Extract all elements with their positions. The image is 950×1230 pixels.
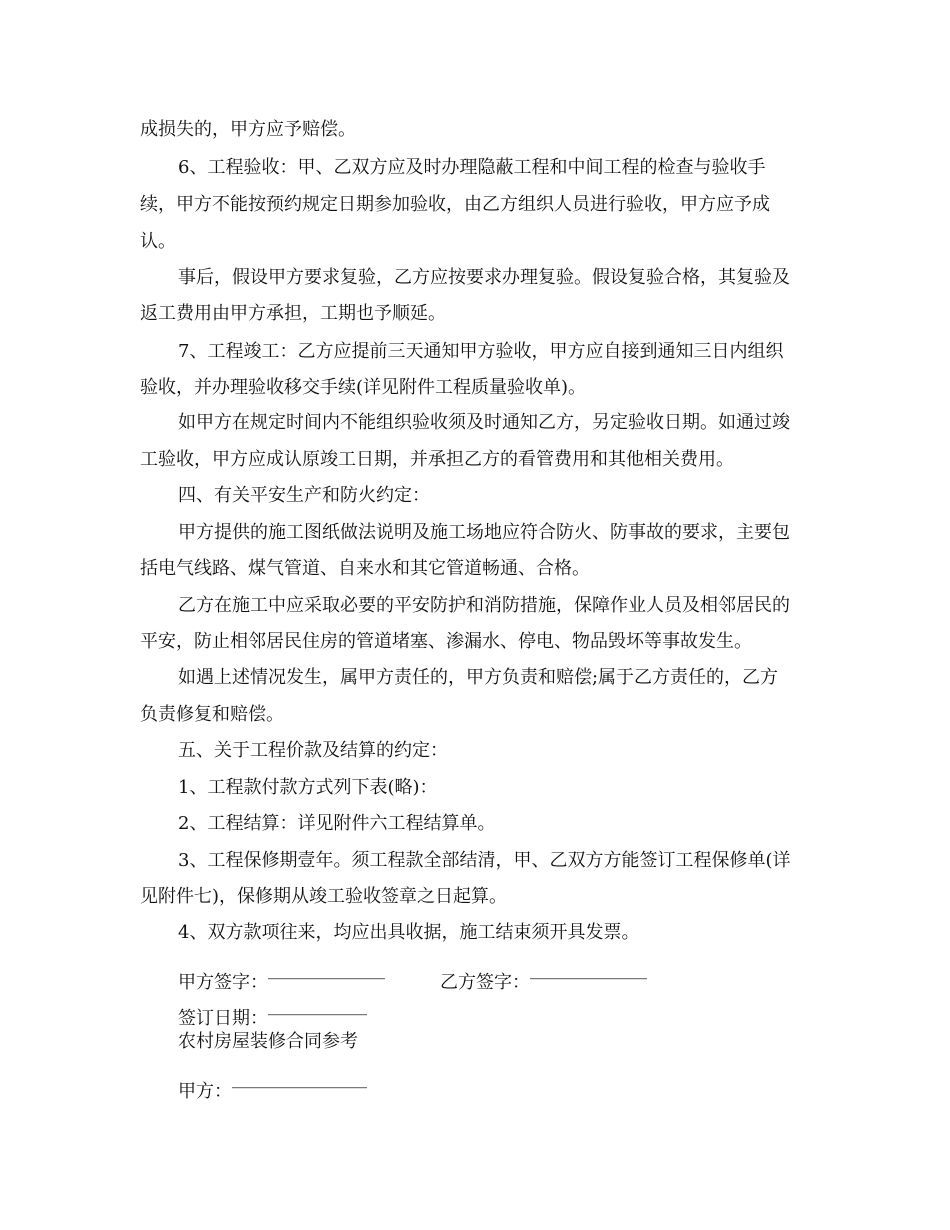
paragraph-line: 7、工程竣工：乙方应提前三天通知甲方验收，甲方应自接到通知三日内组织 [178, 341, 784, 362]
date-row [178, 988, 858, 1029]
paragraph-line: 4、双方款项往来，均应出具收据，施工结束须开具发票。 [178, 922, 640, 943]
paragraph-line: 成损失的，甲方应予赔偿。 [140, 119, 356, 140]
party-b-signature-blank: _____________ [530, 959, 647, 980]
reference-title: 农村房屋装修合同参考 [178, 1031, 358, 1052]
paragraph-line: 续，甲方不能按预约规定日期参加验收，由乙方组织人员进行验收，甲方应予成 [140, 194, 770, 215]
paragraph-line: 甲方提供的施工图纸做法说明及施工场地应符合防火、防事故的要求，主要包 [178, 522, 790, 543]
paragraph-line: 认。 [140, 231, 176, 252]
sign-date-blank: ___________ [268, 995, 367, 1016]
signature-row [178, 952, 858, 993]
paragraph-line: 工验收，甲方应成认原竣工日期，并承担乙方的看管费用和其他相关费用。 [140, 449, 734, 470]
party-b-signature-label: 乙方签字： [440, 972, 530, 993]
paragraph-line: 见附件七)，保修期从竣工验收签章之日起算。 [140, 886, 508, 907]
paragraph-line: 6、工程验收：甲、乙双方应及时办理隐蔽工程和中间工程的检查与验收手 [178, 157, 766, 178]
party-a-signature-blank: _____________ [268, 959, 385, 980]
paragraph-line: 2、工程结算：详见附件六工程结算单。 [178, 813, 496, 834]
paragraph-line: 如甲方在规定时间内不能组织验收须及时通知乙方，另定验收日期。如通过竣 [178, 412, 790, 433]
paragraph-line: 括电气线路、煤气管道、自来水和其它管道畅通、合格。 [140, 558, 590, 579]
party-a-signature-label: 甲方签字： [178, 972, 268, 993]
paragraph-line: 1、工程款付款方式列下表(略)： [178, 777, 438, 798]
paragraph-line: 如遇上述情况发生，属甲方责任的，甲方负责和赔偿;属于乙方责任的，乙方 [178, 667, 779, 688]
party-a-blank: _______________ [232, 1068, 367, 1089]
section-heading: 五、关于工程价款及结算的约定： [178, 740, 448, 761]
paragraph-line: 3、工程保修期壹年。须工程款全部结清，甲、乙双方方能签订工程保修单(详 [178, 850, 791, 871]
party-a-label: 甲方： [178, 1081, 232, 1102]
paragraph-line: 乙方在施工中应采取必要的平安防护和消防措施，保障作业人员及相邻居民的 [178, 595, 790, 616]
paragraph-line: 负责修复和赔偿。 [140, 704, 284, 725]
paragraph-line: 返工费用由甲方承担，工期也予顺延。 [140, 303, 446, 324]
party-a-row [178, 1061, 858, 1102]
section-heading: 四、有关平安生产和防火约定： [178, 485, 430, 506]
paragraph-line: 事后，假设甲方要求复验，乙方应按要求办理复验。假设复验合格，其复验及 [178, 267, 790, 288]
sign-date-label: 签订日期： [178, 1008, 268, 1029]
paragraph-line: 平安，防止相邻居民住房的管道堵塞、渗漏水、停电、物品毁坏等事故发生。 [140, 631, 752, 652]
paragraph-line: 验收，并办理验收移交手续(详见附件工程质量验收单)。 [140, 377, 587, 398]
